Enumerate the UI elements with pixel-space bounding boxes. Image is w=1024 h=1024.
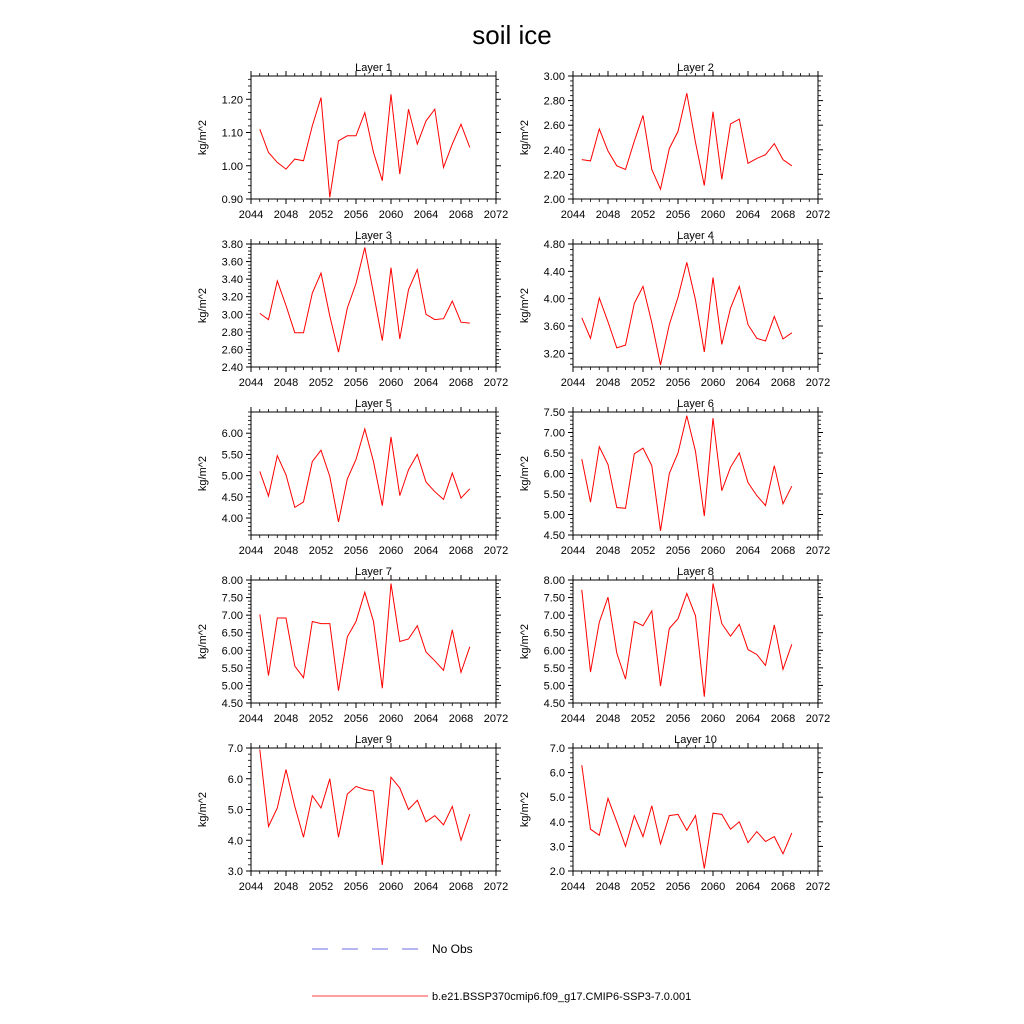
panel-title: Layer 7 xyxy=(355,566,392,578)
y-tick-label: 6.00 xyxy=(543,645,565,658)
y-axis-label: kg/m^2 xyxy=(519,623,531,660)
panel-title: Layer 6 xyxy=(677,398,714,410)
x-tick-label: 2056 xyxy=(665,881,691,893)
y-tick-label: 3.60 xyxy=(221,256,243,269)
y-tick-label: 7.50 xyxy=(221,592,243,605)
y-tick-label: 4.50 xyxy=(543,698,565,710)
y-tick-label: 7.50 xyxy=(543,592,565,605)
x-tick-label: 2056 xyxy=(343,545,369,557)
plot-frame xyxy=(573,748,818,871)
y-tick-label: 2.80 xyxy=(543,95,565,108)
y-tick-label: 6.50 xyxy=(543,627,565,640)
x-tick-label: 2072 xyxy=(805,377,831,389)
series-line xyxy=(260,248,470,353)
y-tick-label: 7.00 xyxy=(543,610,565,623)
x-tick-label: 2052 xyxy=(630,545,656,557)
y-axis-label: kg/m^2 xyxy=(519,119,531,156)
y-tick-label: 4.50 xyxy=(221,491,243,504)
panel-layer-7 xyxy=(197,566,508,725)
y-tick-label: 5.0 xyxy=(549,792,565,805)
x-tick-label: 2072 xyxy=(483,881,509,893)
x-tick-label: 2044 xyxy=(560,545,586,557)
panel-layer-4 xyxy=(519,230,830,389)
plot-frame xyxy=(573,244,818,367)
x-tick-label: 2068 xyxy=(448,209,474,221)
x-tick-label: 2056 xyxy=(343,377,369,389)
y-axis-label: kg/m^2 xyxy=(197,119,209,156)
x-tick-label: 2048 xyxy=(595,713,621,725)
x-tick-label: 2072 xyxy=(483,545,509,557)
x-tick-label: 2064 xyxy=(413,713,439,725)
plot-frame xyxy=(573,580,818,703)
y-tick-label: 5.0 xyxy=(227,804,243,817)
series-line xyxy=(582,416,792,531)
panel-title: Layer 9 xyxy=(355,734,392,746)
panel-title: Layer 4 xyxy=(677,230,714,242)
x-tick-label: 2044 xyxy=(238,377,264,389)
x-tick-label: 2068 xyxy=(448,545,474,557)
x-tick-label: 2072 xyxy=(805,209,831,221)
y-tick-label: 4.50 xyxy=(221,698,243,710)
x-tick-label: 2064 xyxy=(413,377,439,389)
y-tick-label: 7.50 xyxy=(543,407,565,419)
y-tick-label: 6.00 xyxy=(221,428,243,441)
legend-model-label: b.e21.BSSP370cmip6.f09_g17.CMIP6-SSP3-7.0.001 xyxy=(432,991,692,1003)
figure-title: soil ice xyxy=(472,20,552,50)
x-tick-label: 2068 xyxy=(770,209,796,221)
y-tick-label: 5.50 xyxy=(543,489,565,501)
x-tick-label: 2064 xyxy=(413,545,439,557)
x-tick-label: 2052 xyxy=(630,713,656,725)
panel-title: Layer 3 xyxy=(355,230,392,242)
y-tick-label: 5.00 xyxy=(221,680,243,693)
y-tick-label: 3.00 xyxy=(221,309,243,322)
x-tick-label: 2056 xyxy=(343,713,369,725)
y-tick-label: 3.00 xyxy=(543,71,565,83)
y-tick-label: 3.20 xyxy=(221,291,243,304)
series-line xyxy=(260,429,470,522)
x-tick-label: 2052 xyxy=(630,377,656,389)
y-tick-label: 6.0 xyxy=(227,773,243,786)
y-tick-label: 2.0 xyxy=(549,866,565,878)
x-tick-label: 2052 xyxy=(308,713,334,725)
panel-layer-10 xyxy=(519,734,830,893)
y-axis-label: kg/m^2 xyxy=(519,455,531,492)
x-tick-label: 2060 xyxy=(700,545,726,557)
x-tick-label: 2064 xyxy=(735,209,761,221)
x-tick-label: 2060 xyxy=(378,713,404,725)
x-tick-label: 2048 xyxy=(273,377,299,389)
y-tick-label: 7.0 xyxy=(227,743,243,755)
x-tick-label: 2072 xyxy=(805,713,831,725)
y-tick-label: 5.50 xyxy=(221,449,243,462)
y-tick-label: 2.80 xyxy=(221,326,243,339)
x-tick-label: 2056 xyxy=(343,881,369,893)
x-tick-label: 2052 xyxy=(630,209,656,221)
y-tick-label: 5.50 xyxy=(221,662,243,675)
x-tick-label: 2068 xyxy=(770,881,796,893)
x-tick-label: 2060 xyxy=(700,713,726,725)
y-tick-label: 7.0 xyxy=(549,743,565,755)
x-tick-label: 2064 xyxy=(735,545,761,557)
y-tick-label: 5.00 xyxy=(543,680,565,693)
series-line xyxy=(582,262,792,365)
x-tick-label: 2056 xyxy=(665,713,691,725)
plot-frame xyxy=(251,244,496,367)
series-line xyxy=(582,765,792,868)
plot-frame xyxy=(573,76,818,199)
x-tick-label: 2068 xyxy=(770,713,796,725)
plot-frame xyxy=(251,76,496,199)
x-tick-label: 2056 xyxy=(665,377,691,389)
x-tick-label: 2044 xyxy=(238,881,264,893)
y-tick-label: 5.00 xyxy=(221,470,243,483)
x-tick-label: 2048 xyxy=(273,713,299,725)
panel-title: Layer 10 xyxy=(674,734,717,746)
x-tick-label: 2060 xyxy=(378,377,404,389)
x-tick-label: 2044 xyxy=(238,713,264,725)
panel-layer-1 xyxy=(197,62,508,221)
panel-layer-3 xyxy=(197,230,508,389)
x-tick-label: 2044 xyxy=(560,713,586,725)
x-tick-label: 2068 xyxy=(448,881,474,893)
x-tick-label: 2048 xyxy=(595,209,621,221)
x-tick-label: 2048 xyxy=(273,209,299,221)
x-tick-label: 2072 xyxy=(805,545,831,557)
series-line xyxy=(260,584,470,691)
x-tick-label: 2068 xyxy=(770,377,796,389)
x-tick-label: 2068 xyxy=(448,377,474,389)
x-tick-label: 2060 xyxy=(378,881,404,893)
y-tick-label: 2.60 xyxy=(221,344,243,357)
y-axis-label: kg/m^2 xyxy=(197,623,209,660)
x-tick-label: 2048 xyxy=(595,881,621,893)
x-tick-label: 2060 xyxy=(378,209,404,221)
x-tick-label: 2044 xyxy=(560,209,586,221)
y-tick-label: 8.00 xyxy=(543,575,565,587)
legend xyxy=(312,942,691,1003)
x-tick-label: 2064 xyxy=(413,881,439,893)
x-tick-label: 2048 xyxy=(273,545,299,557)
series-line xyxy=(582,93,792,189)
series-line xyxy=(582,584,792,697)
x-tick-label: 2052 xyxy=(308,377,334,389)
y-tick-label: 2.40 xyxy=(543,144,565,157)
plot-frame xyxy=(251,748,496,871)
panel-layer-8 xyxy=(519,566,830,725)
y-tick-label: 2.00 xyxy=(543,194,565,206)
y-tick-label: 8.00 xyxy=(221,575,243,587)
x-tick-label: 2072 xyxy=(483,209,509,221)
series-line xyxy=(260,94,470,197)
y-tick-label: 4.0 xyxy=(227,835,243,848)
x-tick-label: 2068 xyxy=(448,713,474,725)
x-tick-label: 2064 xyxy=(413,209,439,221)
panel-layer-9 xyxy=(197,734,508,893)
y-tick-label: 6.00 xyxy=(543,468,565,481)
panel-layer-6 xyxy=(519,398,830,557)
x-tick-label: 2048 xyxy=(595,377,621,389)
y-axis-label: kg/m^2 xyxy=(519,791,531,828)
y-tick-label: 3.20 xyxy=(543,348,565,361)
y-tick-label: 2.60 xyxy=(543,120,565,133)
y-tick-label: 4.80 xyxy=(543,239,565,251)
y-tick-label: 4.00 xyxy=(543,293,565,306)
y-tick-label: 2.40 xyxy=(221,362,243,374)
y-tick-label: 4.00 xyxy=(221,513,243,526)
x-tick-label: 2056 xyxy=(343,209,369,221)
legend-obs-label: No Obs xyxy=(432,942,473,956)
y-tick-label: 4.0 xyxy=(549,816,565,829)
x-tick-label: 2060 xyxy=(700,881,726,893)
panel-title: Layer 1 xyxy=(355,62,392,74)
y-tick-label: 0.90 xyxy=(221,194,243,206)
y-tick-label: 6.0 xyxy=(549,767,565,780)
x-tick-label: 2068 xyxy=(770,545,796,557)
x-tick-label: 2064 xyxy=(735,713,761,725)
x-tick-label: 2064 xyxy=(735,377,761,389)
y-tick-label: 3.0 xyxy=(549,841,565,854)
y-tick-label: 6.50 xyxy=(221,627,243,640)
panel-title: Layer 8 xyxy=(677,566,714,578)
y-axis-label: kg/m^2 xyxy=(197,791,209,828)
y-tick-label: 5.50 xyxy=(543,662,565,675)
x-tick-label: 2048 xyxy=(273,881,299,893)
x-tick-label: 2060 xyxy=(700,377,726,389)
x-tick-label: 2072 xyxy=(483,377,509,389)
x-tick-label: 2072 xyxy=(805,881,831,893)
x-tick-label: 2044 xyxy=(238,545,264,557)
x-tick-label: 2056 xyxy=(665,209,691,221)
x-tick-label: 2052 xyxy=(308,881,334,893)
y-tick-label: 3.80 xyxy=(221,239,243,251)
panels xyxy=(197,62,830,893)
y-tick-label: 1.10 xyxy=(221,127,243,140)
panel-title: Layer 2 xyxy=(677,62,714,74)
x-tick-label: 2044 xyxy=(238,209,264,221)
x-tick-label: 2044 xyxy=(560,881,586,893)
y-axis-label: kg/m^2 xyxy=(197,455,209,492)
plot-frame xyxy=(251,412,496,535)
x-tick-label: 2044 xyxy=(560,377,586,389)
y-tick-label: 1.20 xyxy=(221,94,243,107)
x-tick-label: 2064 xyxy=(735,881,761,893)
series-line xyxy=(260,750,470,865)
x-tick-label: 2048 xyxy=(595,545,621,557)
panel-layer-5 xyxy=(197,398,508,557)
y-tick-label: 6.50 xyxy=(543,448,565,460)
panel-title: Layer 5 xyxy=(355,398,392,410)
y-tick-label: 6.00 xyxy=(221,645,243,658)
y-axis-label: kg/m^2 xyxy=(197,287,209,324)
x-tick-label: 2056 xyxy=(665,545,691,557)
y-tick-label: 3.40 xyxy=(221,274,243,287)
x-tick-label: 2072 xyxy=(483,713,509,725)
y-tick-label: 7.00 xyxy=(543,427,565,440)
plot-frame xyxy=(251,580,496,703)
x-tick-label: 2060 xyxy=(378,545,404,557)
y-tick-label: 7.00 xyxy=(221,610,243,623)
y-tick-label: 2.20 xyxy=(543,169,565,182)
x-tick-label: 2052 xyxy=(630,881,656,893)
x-tick-label: 2052 xyxy=(308,209,334,221)
x-tick-label: 2060 xyxy=(700,209,726,221)
y-tick-label: 1.00 xyxy=(221,160,243,173)
y-tick-label: 3.0 xyxy=(227,866,243,878)
y-tick-label: 4.50 xyxy=(543,530,565,542)
y-tick-label: 3.60 xyxy=(543,321,565,333)
y-tick-label: 5.00 xyxy=(543,509,565,522)
y-tick-label: 4.40 xyxy=(543,266,565,279)
panel-layer-2 xyxy=(519,62,830,221)
x-tick-label: 2052 xyxy=(308,545,334,557)
y-axis-label: kg/m^2 xyxy=(519,287,531,324)
